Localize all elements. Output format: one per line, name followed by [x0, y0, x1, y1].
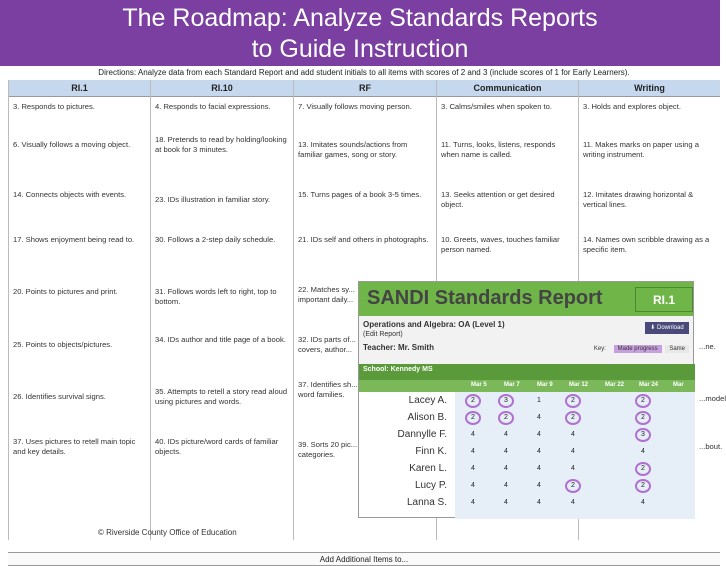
title-line-2: to Guide Instruction — [251, 35, 469, 63]
grid-cell: 40. IDs picture/word cards of familiar objects. — [155, 437, 279, 456]
column-header: RF — [294, 80, 436, 97]
score-cell: 2 — [465, 394, 481, 408]
score-cell: 4 — [537, 465, 541, 472]
student-name: Lanna S. — [406, 497, 447, 508]
month-label: Mar — [673, 382, 684, 388]
score-cell: 4 — [537, 499, 541, 506]
grid-cell: 37. Identifies sh... word families. — [298, 380, 358, 399]
month-label: Mar 22 — [605, 382, 625, 388]
column-header: RI.10 — [151, 80, 293, 97]
score-cell: 2 — [498, 411, 514, 425]
student-name: Lucy P. — [414, 480, 447, 491]
student-name: Alison B. — [407, 412, 447, 423]
edit-report-link[interactable]: (Edit Report) — [363, 331, 403, 338]
score-cell: 4 — [571, 465, 575, 472]
month-header — [359, 380, 695, 392]
key-made-progress: Made progress — [614, 345, 662, 353]
download-button[interactable] — [645, 322, 689, 334]
score-cell: 4 — [504, 431, 508, 438]
report-title: SANDI Standards Report — [367, 287, 603, 309]
grid-cell: 21. IDs self and others in photographs. — [298, 235, 429, 244]
score-cell: 4 — [504, 499, 508, 506]
score-cell: 4 — [504, 465, 508, 472]
grid-cell: 7. Visually follows moving person. — [298, 102, 412, 111]
student-name: Karen L. — [409, 463, 447, 474]
grid-cell: 31. Follows words left to right, top to bottom. — [155, 287, 277, 306]
teacher-name: Teacher: Mr. Smith — [363, 343, 434, 352]
grid-cell: 14. Connects objects with events. — [13, 190, 127, 199]
grid-cell: 39. Sorts 20 pic... categories. — [298, 440, 358, 459]
score-cell: 4 — [471, 465, 475, 472]
column-ri10 — [150, 80, 293, 540]
score-cell: 4 — [504, 482, 508, 489]
grid-cell: 10. Greets, waves, touches familiar person named. — [441, 235, 560, 254]
score-cell: 4 — [471, 448, 475, 455]
grid-cell: ...model — [699, 394, 726, 403]
grid-cell: 6. Visually follows a moving object. — [13, 140, 131, 149]
score-cell: 2 — [565, 479, 581, 493]
download-icon: ⬇ — [650, 325, 657, 331]
score-cell: 4 — [571, 499, 575, 506]
column-header: Communication — [437, 80, 578, 97]
month-label: Mar 12 — [569, 382, 589, 388]
grid-cell: 12. Imitates drawing horizontal & vertical lines. — [583, 190, 694, 209]
score-cell: 4 — [471, 482, 475, 489]
score-cell: 4 — [641, 448, 645, 455]
score-cell: 4 — [471, 431, 475, 438]
student-name: Dannylle F. — [397, 429, 447, 440]
score-cell: 2 — [635, 479, 651, 493]
standard-badge: RI.1 — [635, 287, 693, 312]
score-cell: 4 — [571, 448, 575, 455]
score-cell: 4 — [641, 499, 645, 506]
add-items-row: Add Additional Items to... — [8, 552, 720, 566]
report-subject: Operations and Algebra: OA (Level 1) — [363, 320, 505, 329]
score-cell: 4 — [504, 448, 508, 455]
key-same: Same — [665, 345, 689, 353]
month-label: Mar 5 — [471, 382, 487, 388]
grid-cell: 32. IDs parts of... covers, author... — [298, 335, 356, 354]
score-cell: 4 — [537, 414, 541, 421]
column-header: Writing — [579, 80, 720, 97]
report-subheader — [359, 316, 693, 364]
grid-cell: 22. Matches sy... important daily... — [298, 285, 355, 304]
grid-cell: 15. Turns pages of a book 3-5 times. — [298, 190, 422, 199]
report-header — [359, 282, 693, 316]
grid-cell: 17. Shows enjoyment being read to. — [13, 235, 135, 244]
student-names — [359, 392, 455, 511]
score-cell: 2 — [565, 394, 581, 408]
grid-cell: 25. Points to objects/pictures. — [13, 340, 113, 349]
grid-cell: 3. Responds to pictures. — [13, 102, 95, 111]
grid-cell: 3. Calms/smiles when spoken to. — [441, 102, 552, 111]
banner — [0, 0, 720, 66]
column-ri1 — [8, 80, 150, 540]
grid-cell: 34. IDs author and title page of a book. — [155, 335, 286, 344]
grid-cell: 11. Turns, looks, listens, responds when name is called. — [441, 140, 556, 159]
score-cell: 4 — [537, 448, 541, 455]
download-label: Download — [657, 325, 684, 331]
school-name: School: Kennedy MS — [363, 366, 433, 373]
month-label: Mar 9 — [537, 382, 553, 388]
sandi-report-screenshot — [358, 281, 694, 518]
grid-cell: 26. Identifies survival signs. — [13, 392, 106, 401]
grid-cell: 13. Imitates sounds/actions from familiar games, song or story. — [298, 140, 408, 159]
grid-cell: ...ne. — [699, 342, 716, 351]
month-label: Mar 24 — [639, 382, 659, 388]
grid-cell: 11. Makes marks on paper using a writing instrument. — [583, 140, 699, 159]
score-cell: 4 — [471, 499, 475, 506]
title-line-1: The Roadmap: Analyze Standards Reports — [122, 4, 598, 32]
score-cell: 2 — [635, 394, 651, 408]
student-name: Lacey A. — [408, 395, 447, 406]
key-label: Key: — [593, 346, 606, 352]
grid-cell: 18. Pretends to read by holding/looking at book for 3 minutes. — [155, 135, 287, 154]
score-cell: 4 — [571, 431, 575, 438]
month-label: Mar 7 — [504, 382, 520, 388]
score-cell: 4 — [537, 431, 541, 438]
grid-cell: 13. Seeks attention or get desired object. — [441, 190, 555, 209]
grid-cell: 35. Attempts to retell a story read aloud using pictures and words. — [155, 387, 288, 406]
student-name: Finn K. — [415, 446, 447, 457]
directions-text: Directions: Analyze data from each Standard Report and add student initials to all items with scores of 2 and 3 (include scores of 1 for Early Learners). — [98, 68, 630, 77]
score-cell: 4 — [537, 482, 541, 489]
grid-cell: 4. Responds to facial expressions. — [155, 102, 271, 111]
report-table-header — [359, 364, 695, 380]
score-cell: 2 — [565, 411, 581, 425]
score-cell: 2 — [635, 411, 651, 425]
score-cell: 2 — [465, 411, 481, 425]
score-cell: 1 — [537, 397, 541, 404]
grid-cell: 3. Holds and explores object. — [583, 102, 681, 111]
grid-cell: 30. Follows a 2-step daily schedule. — [155, 235, 276, 244]
grid-cell: 20. Points to pictures and print. — [13, 287, 118, 296]
grid-cell: 37. Uses pictures to retell main topic and key details. — [13, 437, 136, 456]
grid-cell: 23. IDs illustration in familiar story. — [155, 195, 271, 204]
column-header: RI.1 — [9, 80, 150, 97]
score-cell: 3 — [635, 428, 651, 442]
score-grid — [455, 392, 695, 519]
score-cell: 2 — [635, 462, 651, 476]
report-key — [594, 345, 689, 353]
score-cell: 3 — [498, 394, 514, 408]
grid-cell: ...bout. — [699, 442, 723, 451]
copyright-text: © Riverside County Office of Education — [98, 528, 237, 537]
grid-cell: 14. Names own scribble drawing as a specific item. — [583, 235, 710, 254]
